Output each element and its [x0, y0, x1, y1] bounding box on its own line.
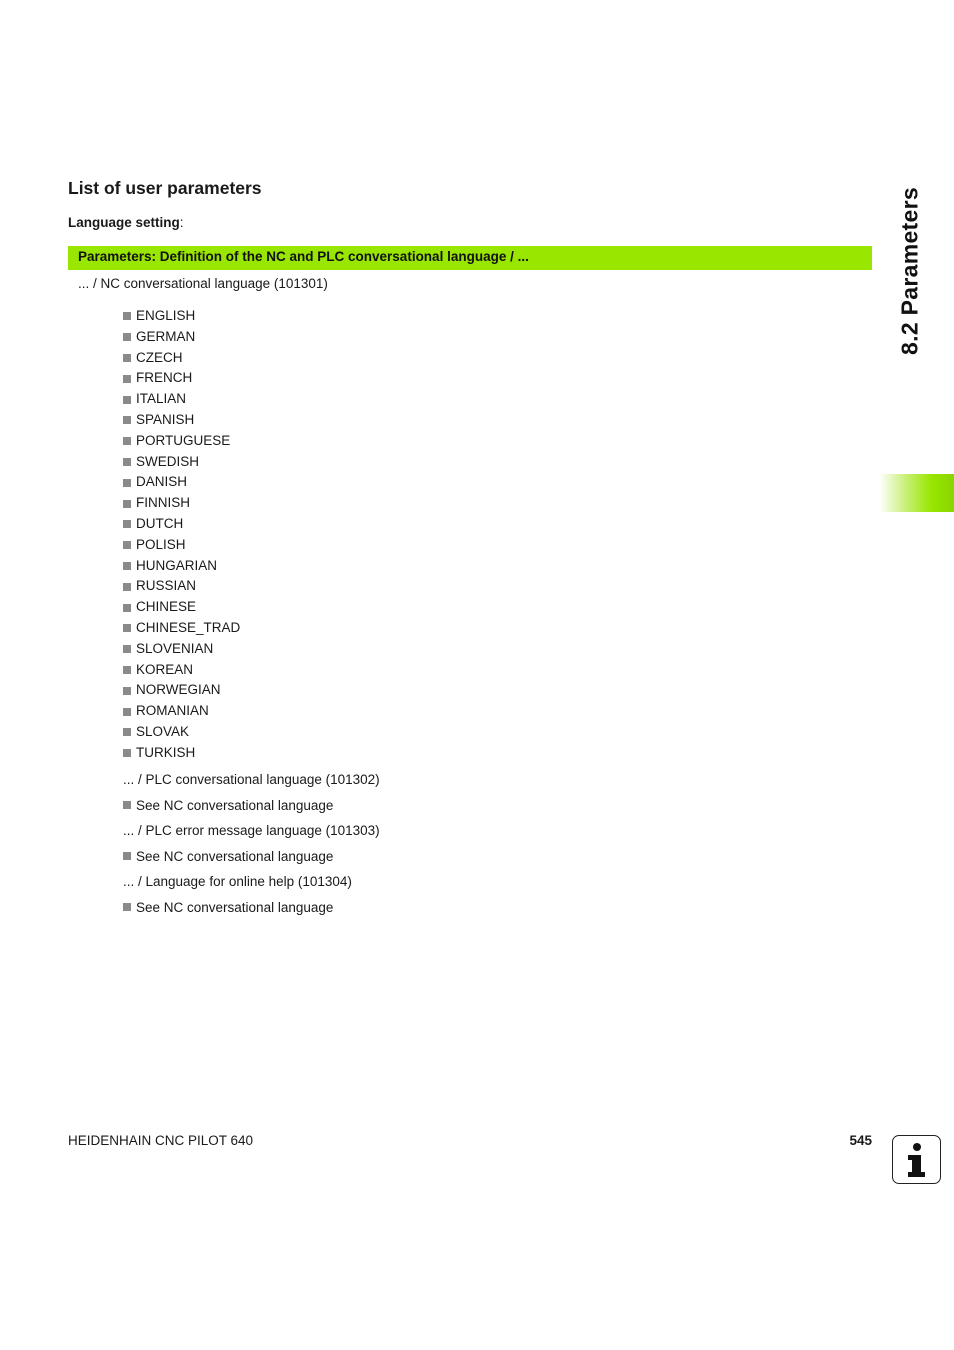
language-name: SLOVENIAN [136, 640, 214, 656]
square-bullet-icon [123, 416, 131, 424]
square-bullet-icon [123, 749, 131, 757]
language-list-item [123, 639, 240, 660]
square-bullet-icon [123, 852, 131, 860]
square-bullet-icon [123, 604, 131, 612]
square-bullet-icon [123, 728, 131, 736]
language-name: RUSSIAN [136, 578, 197, 594]
language-list-item [123, 389, 240, 410]
square-bullet-icon [123, 687, 131, 695]
square-bullet-icon [123, 312, 131, 320]
square-bullet-icon [123, 562, 131, 570]
language-list-item [123, 597, 240, 618]
sub-param-value [123, 846, 333, 866]
language-name: DUTCH [136, 515, 184, 531]
sub-param-value-text: See NC conversational language [136, 848, 334, 864]
language-setting-colon: : [179, 215, 184, 230]
info-icon [892, 1135, 941, 1184]
language-list-item [123, 680, 240, 701]
language-name: NORWEGIAN [136, 682, 221, 698]
language-name: GERMAN [136, 328, 196, 344]
square-bullet-icon [123, 479, 131, 487]
chapter-side-title [888, 180, 932, 362]
language-name: HUNGARIAN [136, 557, 218, 573]
language-list-item [123, 722, 240, 743]
language-name: FINNISH [136, 495, 190, 511]
language-name: DANISH [136, 474, 188, 490]
language-list-item [123, 556, 240, 577]
language-name: ENGLISH [136, 308, 196, 323]
language-name: CHINESE [136, 599, 197, 615]
square-bullet-icon [123, 624, 131, 632]
language-name: KOREAN [136, 661, 194, 677]
chapter-side-title-text: 8.2 Parameters [896, 187, 923, 355]
language-setting-heading [68, 215, 184, 230]
nc-language-param: ... / NC conversational language (101301) [78, 276, 328, 291]
square-bullet-icon [123, 375, 131, 383]
square-bullet-icon [123, 903, 131, 911]
square-bullet-icon [123, 801, 131, 809]
language-list-item [123, 431, 240, 452]
square-bullet-icon [123, 520, 131, 528]
parameter-bar-label: Parameters: Definition of the NC and PLC conversational language / ... [78, 249, 529, 264]
language-list-item [123, 327, 240, 348]
language-list-item [123, 576, 240, 597]
language-name: TURKISH [136, 744, 196, 760]
language-list-item [123, 535, 240, 556]
language-list-item [123, 452, 240, 473]
footer-product-name: HEIDENHAIN CNC PILOT 640 [68, 1133, 254, 1148]
square-bullet-icon [123, 437, 131, 445]
language-list-item [123, 660, 240, 681]
square-bullet-icon [123, 583, 131, 591]
language-list-item [123, 701, 240, 722]
sub-param-value-text: See NC conversational language [136, 797, 334, 813]
section-title: List of user parameters [68, 178, 262, 198]
language-name: POLISH [136, 536, 186, 552]
language-name: ITALIAN [136, 391, 187, 407]
sub-param-value-text: See NC conversational language [136, 899, 334, 915]
square-bullet-icon [123, 708, 131, 716]
language-name: SWEDISH [136, 453, 200, 469]
language-name: CZECH [136, 349, 183, 365]
language-list-item [123, 514, 240, 535]
square-bullet-icon [123, 396, 131, 404]
sub-param-value [123, 795, 333, 815]
language-list-item [123, 472, 240, 493]
language-name: FRENCH [136, 370, 193, 386]
language-list-item [123, 348, 240, 369]
chapter-tab-marker [879, 474, 954, 512]
sub-param-label: ... / PLC error message language (101303) [123, 822, 380, 838]
language-list-item [123, 743, 240, 764]
square-bullet-icon [123, 333, 131, 341]
language-name: CHINESE_TRAD [136, 619, 241, 635]
sub-param-label: ... / Language for online help (101304) [123, 873, 352, 889]
language-list-item [123, 306, 240, 327]
square-bullet-icon [123, 458, 131, 466]
language-setting-label: Language setting [68, 215, 180, 230]
language-name: SPANISH [136, 411, 195, 427]
info-glyph-icon [893, 1136, 939, 1182]
square-bullet-icon [123, 354, 131, 362]
language-list-item [123, 493, 240, 514]
parameter-bar [68, 246, 872, 270]
square-bullet-icon [123, 645, 131, 653]
language-name: ROMANIAN [136, 703, 209, 719]
language-name: PORTUGUESE [136, 432, 231, 448]
square-bullet-icon [123, 541, 131, 549]
square-bullet-icon [123, 500, 131, 508]
square-bullet-icon [123, 666, 131, 674]
language-list-item [123, 618, 240, 639]
language-list-item [123, 410, 240, 431]
sub-param-label: ... / PLC conversational language (101302) [123, 771, 380, 787]
page-number: 545 [849, 1133, 872, 1148]
language-list-item [123, 368, 240, 389]
language-name: SLOVAK [136, 723, 190, 739]
sub-param-value [123, 897, 333, 917]
language-list [123, 306, 240, 764]
